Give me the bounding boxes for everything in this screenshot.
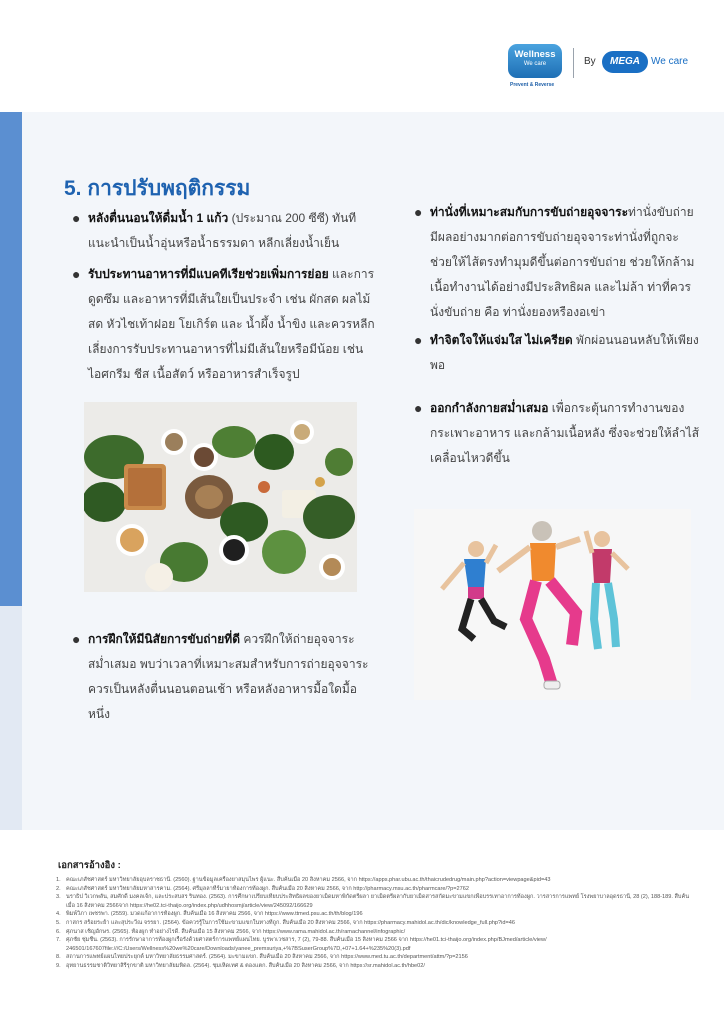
bullet-dot: ● [414,400,423,416]
reference-item: 5. กาสกร สร้อยระย้า และสุประวีณ จรรยา. (2564). ข้อควรรู้ในการใช้มะขามแขกในทางที่ถูก. สืบค้นเมื่อ 20 สิงหาคม 2566, จาก https://pharmacy.mahidol.ac.th/dic/knowledge_full.php?id=46 [56,919,515,926]
exercise-illustration [414,509,691,700]
tip-eat-bacteria-fiber [72,262,383,387]
references-list [56,876,696,971]
tip-text: และการดูดซึม และอาหารที่มีเส้นใยเป็นประจำ เช่น ผักสด ผลไม้สด หัวไชเท้าฝอย โยเกิร์ต และ น้ำผึ้ง น้ำขิง และควรหลีกเลี่ยงการรับประทานอาหารที่ไม่มีเส้นใยหรือมีน้อย เช่น ไอศกรีม ชีส เนื้อสัตว์ หรืออาหารสำเร็จรูป [88,267,375,381]
tip-text: ควรฝึกให้ถ่ายอุจจาระสม่ำเสมอ พบว่าเวลาที่เหมาะสมสำหรับการถ่ายอุจจาระควรเป็นหลังตื่นนอนตอนเช้า หรือหลังอาหารมื้อใดมื้อหนึ่ง [88,632,369,721]
healthy-food-photo [84,402,357,592]
food-illustration [84,402,357,592]
side-stripe-light [0,606,22,830]
reference-item: 3. นราธิป วิเวกพลัน, สมศักดิ์ มงคลเจ้ก, และประสบสร รินทอง. (2563). การศึกษาเปรียบเทียบประสิทธิผลของยาเม็ดมหาพิกัดตรีผลา ยาเม็ดตรีผลากับยาเม็ดสารสกัดมะขามแขกเพื่อบรรเทาอาการท้องผูก. วารสารการแพทย์ โรงพยาบาลอุดรธานี, 28 (2), 188-189. สืบค้นเมื่อ 16 สิงหาคม 2566จาก https://he02.tci-thaijo.org/index.php/udhhosmj/article/view/245092/166629 [56,894,690,909]
tip-exercise [414,396,700,471]
tip-heading: รับประทานอาหารที่มีแบคทีเรียช่วยเพิ่มการย่อย [88,267,329,281]
reference-item: 7. ศุภชัย ชุ่มชื่น. (2563). การรักษาอาการท้องผูกเรื้อรังด้วยศาสตร์การแพทย์แผนไทย. บูรพาเวชสาร, 7 (2), 79-88. สืบค้นเมื่อ 15 สิงหาคม 2566 จาก https://he01.tci-thaijo.org/index.php/BJmed/article/view/ 246501/167607file:///C:/Users/Wellness%20we%20care/Downloads/yanee_premsuriya,+%7BSuserGroup%7D,+07+1.64+%235%20(3).pdf [56,937,547,952]
tip-relax-mind [414,328,700,378]
wellness-logo [508,44,562,78]
bullet-dot: ● [72,266,81,282]
reference-item: 9. อุทยานธรรมชาติวิทยาสิรีรุกขาติ มหาวิทยาลัยมหิดล. (2564). ชุมเห็ดเทศ & ตองแตก. สืบค้นเมื่อ 20 สิงหาคม 2566, จาก https://sr.mahidol.ac.th/hbe02/ [56,962,425,969]
reference-item: 1. คณะเภสัชศาสตร์ มหาวิทยาลัยอุบลราชธานี. (2560). ฐานข้อมูลเครื่องยาสมุนไพร ผู้แนะ. สืบค้นเมื่อ 20 สิงหาคม 2566, จาก https://apps.phar.ubu.ac.th/thaicrudedrug/main.php?action=viewpage&pid=43 [56,877,551,883]
tip-heading: การฝึกให้มีนิสัยการขับถ่ายที่ดี [88,632,240,646]
tip-text: พักผ่อนนอนหลับให้เพียงพอ [430,333,699,372]
reference-item: 2. คณะเภสัชศาสตร์ มหาวิทยาลัยมหาสารคาม. (2564). ศรีมุลลาทีร์มายาท้องการท้องผูก. สืบค้นเมื่อ 20 สิงหาคม 2566, จาก http://pharmacy.msu.ac.th/pharmcare/?p=2762 [56,885,469,892]
tip-heading: หลังตื่นนอนให้ดื่มน้ำ 1 แก้ว [88,211,229,225]
by-label: By [584,56,596,67]
we-care-label: We care [651,56,689,67]
tip-heading: ทำจิตใจให้แจ่มใส ไม่เครียด [430,333,573,347]
wellness-tagline: Prevent & Reverse [510,82,555,88]
exercise-photo [414,509,691,700]
side-stripe [0,112,22,606]
tip-text: ท่านั่งขับถ่ายมีผลอย่างมากต่อการขับถ่ายอุจจาระท่านั่งที่ถูกจะช่วยให้ไส้ตรงทำมุมดีขึ้นต่อการขับถ่าย ช่วยให้กล้ามเนื้อทำงานได้อย่างมีประสิทธิผล และไม่ล้า ท่าที่ควรนั่งขับถ่าย คือ ท่านั่งยองหรืองอเข่า [430,205,695,319]
bullet-dot: ● [414,332,423,348]
tip-text: (ประมาณ 200 ซีซี) ทันที แนะนำเป็นน้ำอุ่นหรือน้ำธรรมดา หลีกเลี่ยงน้ำเย็น [88,211,357,250]
reference-item: 8. สถานการแพทย์แผนไทยประยุกต์ มหาวิทยาลัยธรรมศาสตร์. (2564). มะขามแขก. สืบค้นเมื่อ 20 สิงหาคม 2566, จาก https://www.med.tu.ac.th/department/attm/?p=2156 [56,954,468,961]
wellness-logo-text: Wellness [514,49,556,60]
wellness-logo-subtext: We care [523,61,547,67]
reference-item: 4. พิมพ์วิภา เพชรพา. (2559). มวดแก้อาการท้องผูก. สืบค้นเมื่อ 16 สิงหาคม 2566, จาก https://www.ttmed.psu.ac.th/th/blog/196 [56,911,363,918]
bullet-dot: ● [72,210,81,226]
references-title: เอกสารอ้างอิง : [58,860,121,871]
tip-heading: ท่านั่งที่เหมาะสมกับการขับถ่ายอุจจาระ [430,205,629,219]
tip-sitting-posture [414,200,700,325]
reference-item: 6. ศุภนาส เชิญอักษร. (2565). ท้องผูก ทำอย่างไรดี. สืบค้นเมื่อ 15 สิงหาคม 2566, จาก https://www.rama.mahidol.ac.th/ramachannel/infographic/ [56,928,406,935]
mega-logo: MEGA [602,51,648,73]
tip-text: เพื่อกระตุ้นการทำงานของกระเพาะอาหาร และกล้ามเนื้อหลัง ซึ่งจะช่วยให้ลำไส้เคลื่อนไหวดีขึ้น [430,401,700,465]
tip-heading: ออกกำลังกายสม่ำเสมอ [430,401,549,415]
bullet-dot: ● [414,204,423,220]
section-title: 5. การปรับพฤติกรรม [64,177,251,200]
tip-bowel-habit [72,627,378,727]
bullet-dot: ● [72,631,81,647]
tip-drink-water [72,206,383,256]
header-divider [573,48,574,78]
page-header [0,0,724,112]
